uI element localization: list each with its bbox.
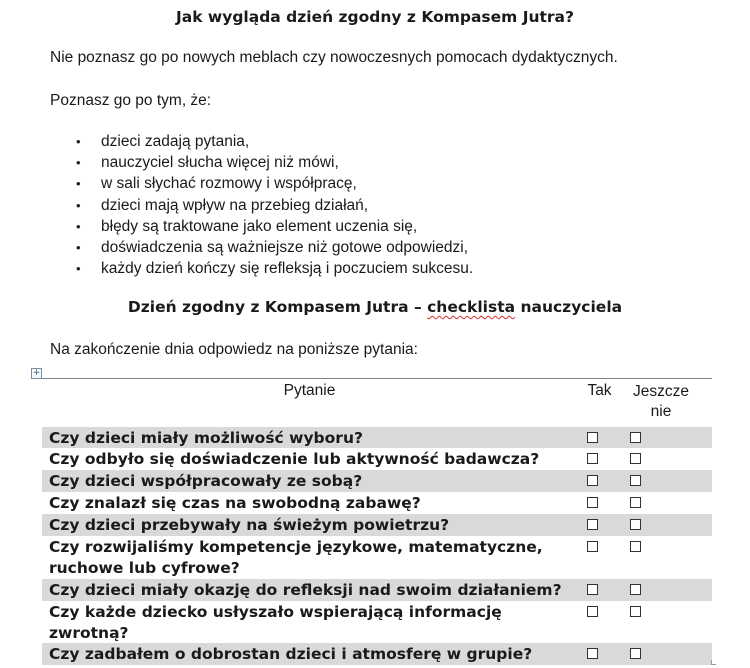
bullet-icon: • bbox=[76, 176, 81, 192]
table-row bbox=[42, 470, 712, 492]
yes-checkbox[interactable] bbox=[587, 519, 598, 530]
spellcheck-flagged-word[interactable]: checklista bbox=[427, 298, 516, 316]
checklist-heading: Dzień zgodny z Kompasem Jutra – checklista nauczyciela bbox=[127, 298, 623, 316]
list-item: • każdy dzień kończy się refleksją i poczuciem sukcesu. bbox=[50, 258, 473, 279]
table-row bbox=[42, 536, 712, 579]
lead-paragraph: Poznasz go po tym, że: bbox=[50, 92, 212, 109]
table-row bbox=[42, 514, 712, 536]
not-yet-checkbox[interactable] bbox=[630, 453, 641, 464]
table-row bbox=[42, 427, 712, 448]
list-item: • doświadczenia są ważniejsze niż gotowe odpowiedzi, bbox=[50, 237, 473, 258]
bullet-icon: • bbox=[76, 134, 81, 149]
table-header bbox=[42, 378, 712, 427]
table-row bbox=[42, 579, 712, 601]
list-item: • w sali słychać rozmowy i współpracę, bbox=[50, 173, 473, 194]
not-yet-checkbox[interactable] bbox=[630, 432, 641, 443]
yes-checkbox[interactable] bbox=[587, 584, 598, 595]
yes-checkbox[interactable] bbox=[587, 432, 598, 443]
page-heading: Jak wygląda dzień zgodny z Kompasem Jutra? bbox=[175, 8, 575, 26]
table-move-handle-icon[interactable]: + bbox=[32, 368, 41, 378]
column-header-not-yet: Jeszcze nie bbox=[633, 383, 689, 420]
page-corner-mark bbox=[711, 660, 716, 665]
question-text: Czy znalazł się czas na swobodną zabawę? bbox=[49, 494, 421, 512]
table-row bbox=[42, 448, 712, 470]
question-text: Czy rozwijaliśmy kompetencje językowe, matematyczne, ruchowe lub cyfrowe? bbox=[49, 538, 543, 577]
bullet-icon: • bbox=[76, 239, 81, 255]
not-yet-checkbox[interactable] bbox=[630, 497, 641, 508]
intro-paragraph: Nie poznasz go po nowych meblach czy nowoczesnych pomocach dydaktycznych. bbox=[50, 49, 618, 66]
not-yet-checkbox[interactable] bbox=[630, 519, 641, 530]
yes-checkbox[interactable] bbox=[587, 648, 598, 659]
question-text: Czy dzieci współpracowały ze sobą? bbox=[49, 472, 363, 490]
list-item: • nauczyciel słucha więcej niż mówi, bbox=[50, 152, 473, 173]
question-text: Czy dzieci przebywały na świeżym powietrzu? bbox=[49, 516, 450, 534]
bullet-icon: • bbox=[76, 155, 81, 171]
not-yet-checkbox[interactable] bbox=[630, 584, 641, 595]
not-yet-checkbox[interactable] bbox=[630, 648, 641, 659]
yes-checkbox[interactable] bbox=[587, 606, 598, 617]
not-yet-checkbox[interactable] bbox=[630, 606, 641, 617]
bullet-icon: • bbox=[76, 261, 81, 277]
bullet-icon: • bbox=[76, 197, 81, 213]
yes-checkbox[interactable] bbox=[587, 453, 598, 464]
not-yet-checkbox[interactable] bbox=[630, 541, 641, 552]
table-row bbox=[42, 492, 712, 514]
column-header-yes: Tak bbox=[587, 382, 612, 399]
question-text: Czy dzieci miały możliwość wyboru? bbox=[49, 429, 363, 447]
yes-checkbox[interactable] bbox=[587, 475, 598, 486]
feature-list bbox=[50, 131, 473, 279]
question-text: Czy zadbałem o dobrostan dzieci i atmosferę w grupie? bbox=[49, 645, 533, 663]
bullet-icon: • bbox=[76, 218, 81, 234]
question-text: Czy każde dziecko usłyszało wspierającą informację zwrotną? bbox=[49, 603, 502, 642]
list-item: • dzieci mają wpływ na przebieg działań, bbox=[50, 195, 473, 216]
list-item: • błędy są traktowane jako element uczenia się, bbox=[50, 216, 473, 237]
instruction-paragraph: Na zakończenie dnia odpowiedz na poniższe pytania: bbox=[50, 341, 418, 358]
not-yet-checkbox[interactable] bbox=[630, 475, 641, 486]
yes-checkbox[interactable] bbox=[587, 541, 598, 552]
question-text: Czy odbyło się doświadczenie lub aktywność badawcza? bbox=[49, 450, 540, 468]
table-row bbox=[42, 643, 712, 665]
table-row bbox=[42, 601, 712, 643]
checklist-table bbox=[42, 378, 712, 665]
yes-checkbox[interactable] bbox=[587, 497, 598, 508]
question-text: Czy dzieci miały okazję do refleksji nad swoim działaniem? bbox=[49, 581, 562, 599]
list-item: • dzieci zadają pytania, bbox=[50, 131, 473, 152]
column-header-question: Pytanie bbox=[283, 382, 336, 399]
